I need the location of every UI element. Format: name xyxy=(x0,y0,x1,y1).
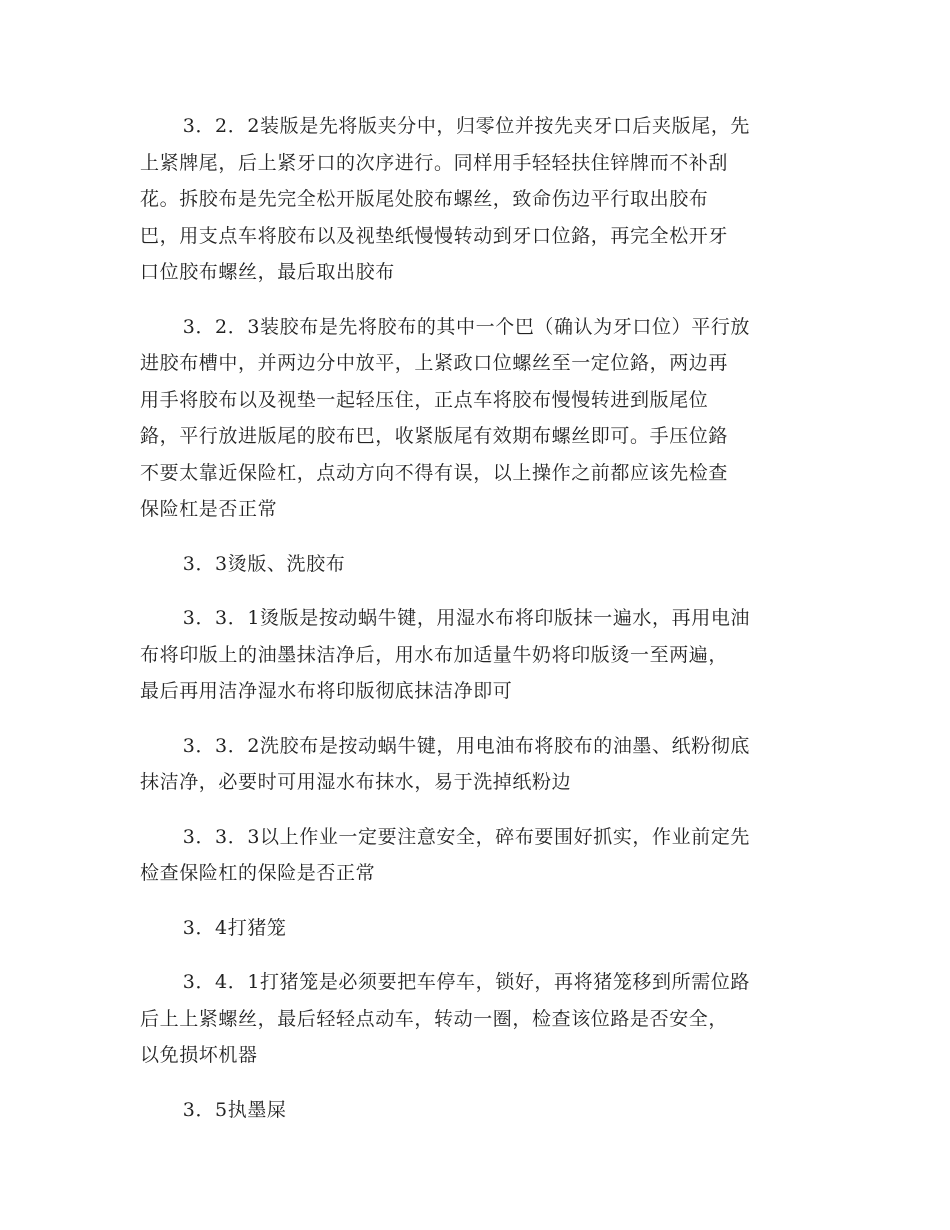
text-line: 最后再用洁净湿水布将印版彻底抹洁净即可 xyxy=(140,680,513,702)
section-heading-3-5 xyxy=(140,1092,810,1129)
text-line: 3．4．1打猪笼是必须要把车停车，锁好，再将猪笼移到所需位路 xyxy=(182,971,751,993)
text-line: 3．3．3以上作业一定要注意安全，碎布要围好抓实，作业前定先 xyxy=(182,825,751,848)
section-heading-3-4 xyxy=(140,910,810,947)
text-line: 3．2．2装版是先将版夹分中，归零位并按先夹牙口后夹版尾，先 xyxy=(182,115,751,137)
text-line: 口位胶布螺丝，最后取出胶布 xyxy=(140,261,395,283)
text-line: 3．3．1烫版是按动蜗牛键，用湿水布将印版抹一遍水，再用电油 xyxy=(182,607,751,629)
section-heading-3-3 xyxy=(140,546,810,583)
paragraph-3-2-3 xyxy=(140,309,810,528)
text-line: 检查保险杠的保险是否正常 xyxy=(140,862,376,884)
paragraph-3-3-3 xyxy=(140,819,810,892)
paragraph-3-2-2 xyxy=(140,108,810,291)
paragraph-3-3-2 xyxy=(140,728,810,801)
text-line: 巴，用支点车将胶布以及视垫纸慢慢转动到牙口位鉻，再完全松开牙 xyxy=(140,224,729,247)
text-line: 不要太靠近保险杠，点动方向不得有误，以上操作之前都应该先检查 xyxy=(140,461,729,484)
text-line: 3．3．2洗胶布是按动蜗牛键，用电油布将胶布的油墨、纸粉彻底 xyxy=(182,734,751,757)
paragraph-3-4-1 xyxy=(140,964,810,1074)
text-line: 鉻，平行放进版尾的胶布巴，收紧版尾有效期布螺丝即可。手压位鉻 xyxy=(140,425,729,447)
text-line: 上紧牌尾，后上紧牙口的次序进行。同样用手轻轻扶住锌牌而不补刮 xyxy=(140,151,729,174)
text-line: 用手将胶布以及视垫一起轻压住，正点车将胶布慢慢转进到版尾位 xyxy=(140,388,709,411)
text-line: 后上上紧螺丝，最后轻轻点动车，转动一圈，检查该位路是否安全， xyxy=(140,1007,729,1030)
document-body xyxy=(140,108,810,1146)
heading-line: 3．4打猪笼 xyxy=(182,916,287,939)
text-line: 花。拆胶布是先完全松开版尾处胶布螺丝，致命伤边平行取出胶布 xyxy=(140,188,709,210)
text-line: 以免损坏机器 xyxy=(140,1044,258,1066)
text-line: 保险杠是否正常 xyxy=(140,498,278,520)
paragraph-3-3-1 xyxy=(140,600,810,710)
text-line: 进胶布槽中，并两边分中放平，上紧政口位螺丝至一定位鉻，两边再 xyxy=(140,352,729,374)
text-line: 3．2．3装胶布是先将胶布的其中一个巴（确认为牙口位）平行放 xyxy=(182,315,751,338)
text-line: 布将印版上的油墨抹洁净后，用水布加适量牛奶将印版烫一至两遍， xyxy=(140,643,729,666)
heading-line: 3．5执墨屎 xyxy=(182,1098,287,1121)
text-line: 抹洁净，必要时可用湿水布抹水，易于洗掉纸粉边 xyxy=(140,771,572,793)
heading-line: 3．3烫版、洗胶布 xyxy=(182,552,346,575)
